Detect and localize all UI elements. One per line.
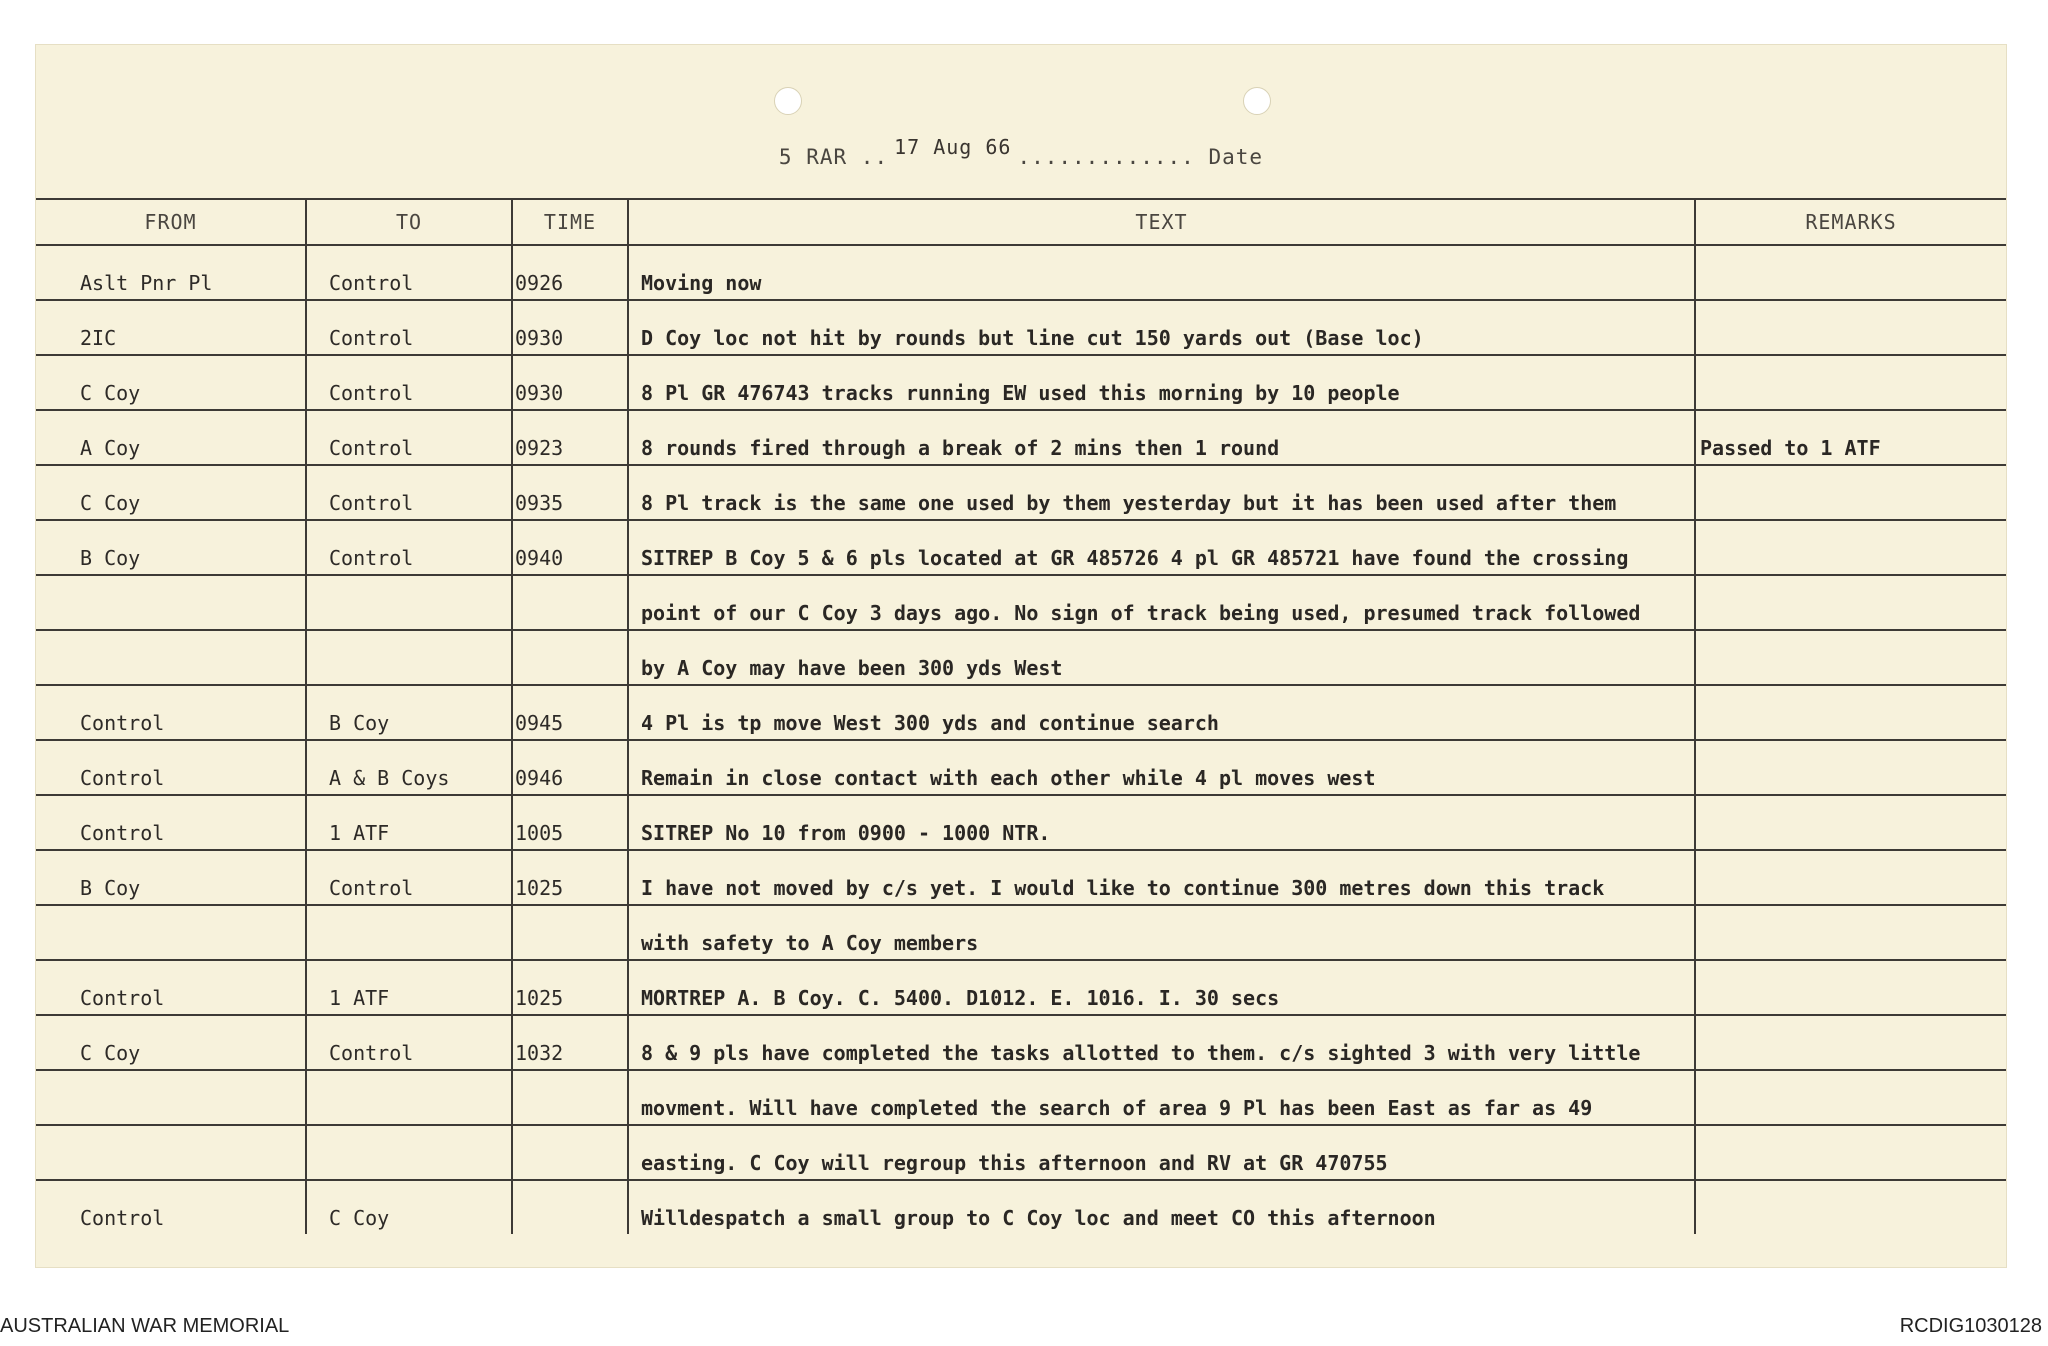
cell-from: [36, 1070, 306, 1125]
table-row: [36, 1015, 2006, 1070]
cell-time: 1025: [512, 850, 628, 905]
cell-remarks: [1695, 520, 2006, 575]
cell-time: [512, 1070, 628, 1125]
cell-remarks: [1695, 465, 2006, 520]
column-header-remarks: REMARKS: [1695, 199, 2006, 245]
cell-to: Control: [306, 850, 512, 905]
cell-text: movment. Will have completed the search of area 9 Pl has been East as far as 49: [628, 1070, 1695, 1125]
cell-time: [512, 905, 628, 960]
cell-time: 0930: [512, 355, 628, 410]
cell-remarks: [1695, 960, 2006, 1015]
cell-from: C Coy: [36, 465, 306, 520]
cell-time: [512, 1180, 628, 1234]
table-row: [36, 410, 2006, 465]
table-row: [36, 1070, 2006, 1125]
cell-remarks: [1695, 905, 2006, 960]
cell-remarks: Passed to 1 ATF: [1695, 410, 2006, 465]
cell-time: 0946: [512, 740, 628, 795]
cell-time: 1025: [512, 960, 628, 1015]
cell-from: [36, 1125, 306, 1180]
cell-time: 1032: [512, 1015, 628, 1070]
table-row: [36, 905, 2006, 960]
cell-text: I have not moved by c/s yet. I would like to continue 300 metres down this track: [628, 850, 1695, 905]
cell-from: Aslt Pnr Pl: [36, 245, 306, 300]
table-row: [36, 795, 2006, 850]
log-date-value: 17 Aug 66: [894, 135, 1012, 159]
unit-label: 5 RAR: [778, 145, 848, 169]
cell-remarks: [1695, 245, 2006, 300]
cell-to: Control: [306, 1015, 512, 1070]
cell-to: C Coy: [306, 1180, 512, 1234]
column-header-text: TEXT: [628, 199, 1695, 245]
table-row: [36, 465, 2006, 520]
cell-from: Control: [80, 1206, 165, 1230]
punch-hole-right: [1243, 87, 1271, 115]
cell-to: [306, 1070, 512, 1125]
column-header-time: TIME: [512, 199, 628, 245]
cell-to: Control: [306, 300, 512, 355]
cell-to: A & B Coys: [306, 740, 512, 795]
cell-to: Control: [306, 245, 512, 300]
cell-from: [36, 905, 306, 960]
cell-text: SITREP No 10 from 0900 - 1000 NTR.: [628, 795, 1695, 850]
message-log-table: [36, 198, 2006, 1234]
cell-text: with safety to A Coy members: [628, 905, 1695, 960]
cell-time: 1005: [512, 795, 628, 850]
cell-text: 8 Pl track is the same one used by them yesterday but it has been used after them: [628, 465, 1695, 520]
cell-remarks: [1695, 575, 2006, 630]
cell-from: Control: [36, 685, 306, 740]
cell-from: C Coy: [36, 1015, 306, 1070]
cell-from: Control: [36, 960, 306, 1015]
cell-remarks: [1695, 685, 2006, 740]
table-row: [36, 520, 2006, 575]
cell-from: [36, 575, 306, 630]
cell-text: SITREP B Coy 5 & 6 pls located at GR 485726 4 pl GR 485721 have found the crossing: [628, 520, 1695, 575]
cell-to: Control: [306, 520, 512, 575]
cell-to: Control: [306, 410, 512, 465]
cell-time: 0945: [512, 685, 628, 740]
cell-time: [512, 1125, 628, 1180]
cell-remarks: [1695, 1070, 2006, 1125]
cell-remarks: [1695, 1125, 2006, 1180]
cell-text: 4 Pl is tp move West 300 yds and continue search: [628, 685, 1695, 740]
cell-to: 1 ATF: [306, 795, 512, 850]
cell-time: [512, 575, 628, 630]
table-row: [36, 960, 2006, 1015]
cell-from: C Coy: [36, 355, 306, 410]
document-sheet: [36, 45, 2006, 1267]
cell-time: 0923: [512, 410, 628, 465]
cell-remarks: [1695, 740, 2006, 795]
punch-hole-left: [774, 87, 802, 115]
table-row: [36, 850, 2006, 905]
cell-text: by A Coy may have been 300 yds West: [628, 630, 1695, 685]
cell-remarks: [1695, 795, 2006, 850]
cell-remarks: [1695, 300, 2006, 355]
cell-text: MORTREP A. B Coy. C. 5400. D1012. E. 1016. I. 30 secs: [628, 960, 1695, 1015]
cell-text: D Coy loc not hit by rounds but line cut 150 yards out (Base loc): [628, 300, 1695, 355]
cell-from: 2IC: [36, 300, 306, 355]
column-header-to: TO: [306, 199, 512, 245]
cell-to: 1 ATF: [306, 960, 512, 1015]
cell-text: 8 rounds fired through a break of 2 mins then 1 round: [628, 410, 1695, 465]
table-row: [36, 355, 2006, 410]
table-row: [36, 740, 2006, 795]
table-row: [36, 630, 2006, 685]
cell-to: [306, 630, 512, 685]
cell-text: Remain in close contact with each other while 4 pl moves west: [628, 740, 1695, 795]
table-row: [36, 300, 2006, 355]
cell-text: point of our C Coy 3 days ago. No sign of track being used, presumed track followed: [628, 575, 1695, 630]
cell-to: [306, 1125, 512, 1180]
log-header: [36, 135, 2006, 169]
cell-from: [36, 630, 306, 685]
cell-from: B Coy: [36, 520, 306, 575]
cell-from: A Coy: [36, 410, 306, 465]
cell-remarks: [1695, 355, 2006, 410]
cell-time: 0926: [512, 245, 628, 300]
cell-from: B Coy: [36, 850, 306, 905]
cell-text: 8 Pl GR 476743 tracks running EW used this morning by 10 people: [628, 355, 1695, 410]
leader-dots-before: ..: [860, 145, 889, 169]
footer-credit: AUSTRALIAN WAR MEMORIAL: [0, 1315, 290, 1337]
cell-time: [512, 630, 628, 685]
table-row: [36, 1180, 2006, 1234]
column-header-from: FROM: [36, 199, 306, 245]
cell-remarks: [1695, 1015, 2006, 1070]
cell-to: Control: [306, 465, 512, 520]
cell-time: 0940: [512, 520, 628, 575]
cell-time: 0930: [512, 300, 628, 355]
cell-to: B Coy: [306, 685, 512, 740]
cell-to: [306, 575, 512, 630]
log-body: [36, 245, 2006, 1234]
table-row: [36, 245, 2006, 300]
cell-time: 0935: [512, 465, 628, 520]
cell-remarks: [1695, 630, 2006, 685]
cell-from: Control: [36, 795, 306, 850]
cell-to: Control: [306, 355, 512, 410]
footer-image-id: RCDIG1030128: [1899, 1315, 2042, 1337]
cell-text: 8 & 9 pls have completed the tasks allotted to them. c/s sighted 3 with very little: [628, 1015, 1695, 1070]
table-row: [36, 575, 2006, 630]
date-label: Date: [1208, 145, 1264, 169]
cell-text: easting. C Coy will regroup this afternoon and RV at GR 470755: [628, 1125, 1695, 1180]
cell-text: Willdespatch a small group to C Coy loc and meet CO this afternoon: [628, 1180, 1695, 1234]
table-header-row: [36, 199, 2006, 245]
table-row: [36, 685, 2006, 740]
table-row: [36, 1125, 2006, 1180]
cell-remarks: [1695, 1180, 2006, 1234]
leader-dots-after: .............: [1017, 145, 1195, 169]
cell-text: Moving now: [628, 245, 1695, 300]
cell-remarks: [1695, 850, 2006, 905]
cell-from: Control: [36, 740, 306, 795]
cell-to: [306, 905, 512, 960]
